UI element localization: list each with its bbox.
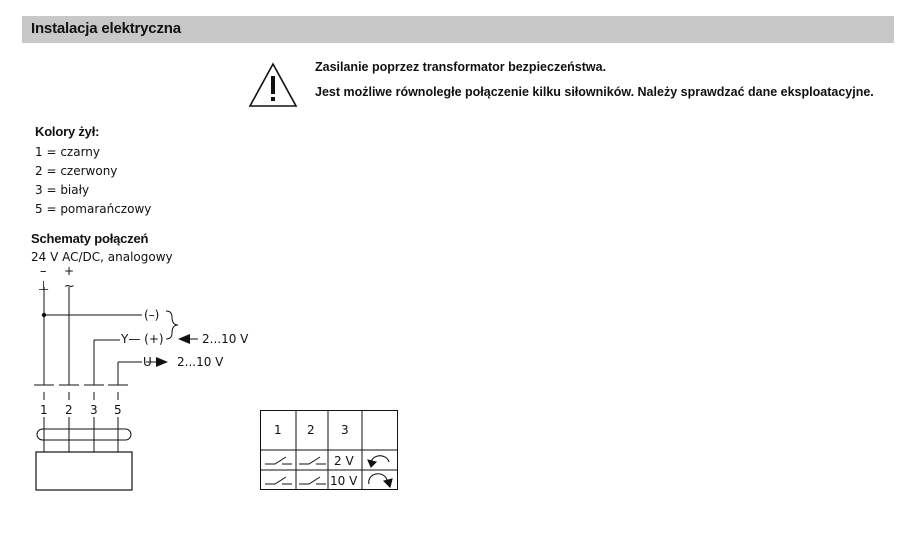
table-header-cell: 2 [307, 423, 315, 437]
table-voltage-cell: 2 V [334, 454, 354, 468]
wire-color-item: 2 = czerwony [35, 164, 118, 178]
input-range-label: 2...10 V [202, 332, 249, 346]
plus-sign: + [64, 264, 75, 278]
table-header-cell: 3 [341, 423, 349, 437]
terminal-number: 1 [40, 403, 48, 417]
wire-color-item: 5 = pomarańczowy [35, 202, 152, 216]
table-voltage-cell: 10 V [330, 474, 358, 488]
schemes-title: Schematy połączeń [31, 231, 149, 246]
section-title: Instalacja elektryczna [31, 20, 181, 37]
warning-line-1: Zasilanie poprzez transformator bezpieczeństwa. [315, 60, 607, 74]
minus-sign: – [40, 264, 47, 279]
terminal-number: 2 [65, 403, 73, 417]
terminal-number: 5 [114, 403, 122, 417]
label-y-plus: Y— (+) [121, 332, 164, 346]
rotate-cw-icon [369, 474, 392, 487]
warning-line-2: Jest możliwe równoległe połączenie kilku siłowników. Należy sprawdzać dane eksploatacyjne. [315, 85, 874, 99]
rotate-ccw-icon [368, 456, 389, 467]
ac-symbol: ~ [64, 279, 75, 294]
table-header-cell: 1 [274, 423, 282, 437]
ground-symbol: ⊥ [38, 279, 50, 294]
schemes-subtitle: 24 V AC/DC, analogowy [31, 250, 173, 264]
wire-color-item: 1 = czarny [35, 145, 100, 159]
label-u: U [143, 355, 152, 369]
label-minus: (–) [144, 308, 160, 322]
terminal-number: 3 [90, 403, 98, 417]
output-range-label: 2...10 V [177, 355, 224, 369]
wire-colors-title: Kolory żył: [35, 124, 100, 139]
wire-color-item: 3 = biały [35, 183, 90, 197]
switch-table [260, 410, 400, 492]
